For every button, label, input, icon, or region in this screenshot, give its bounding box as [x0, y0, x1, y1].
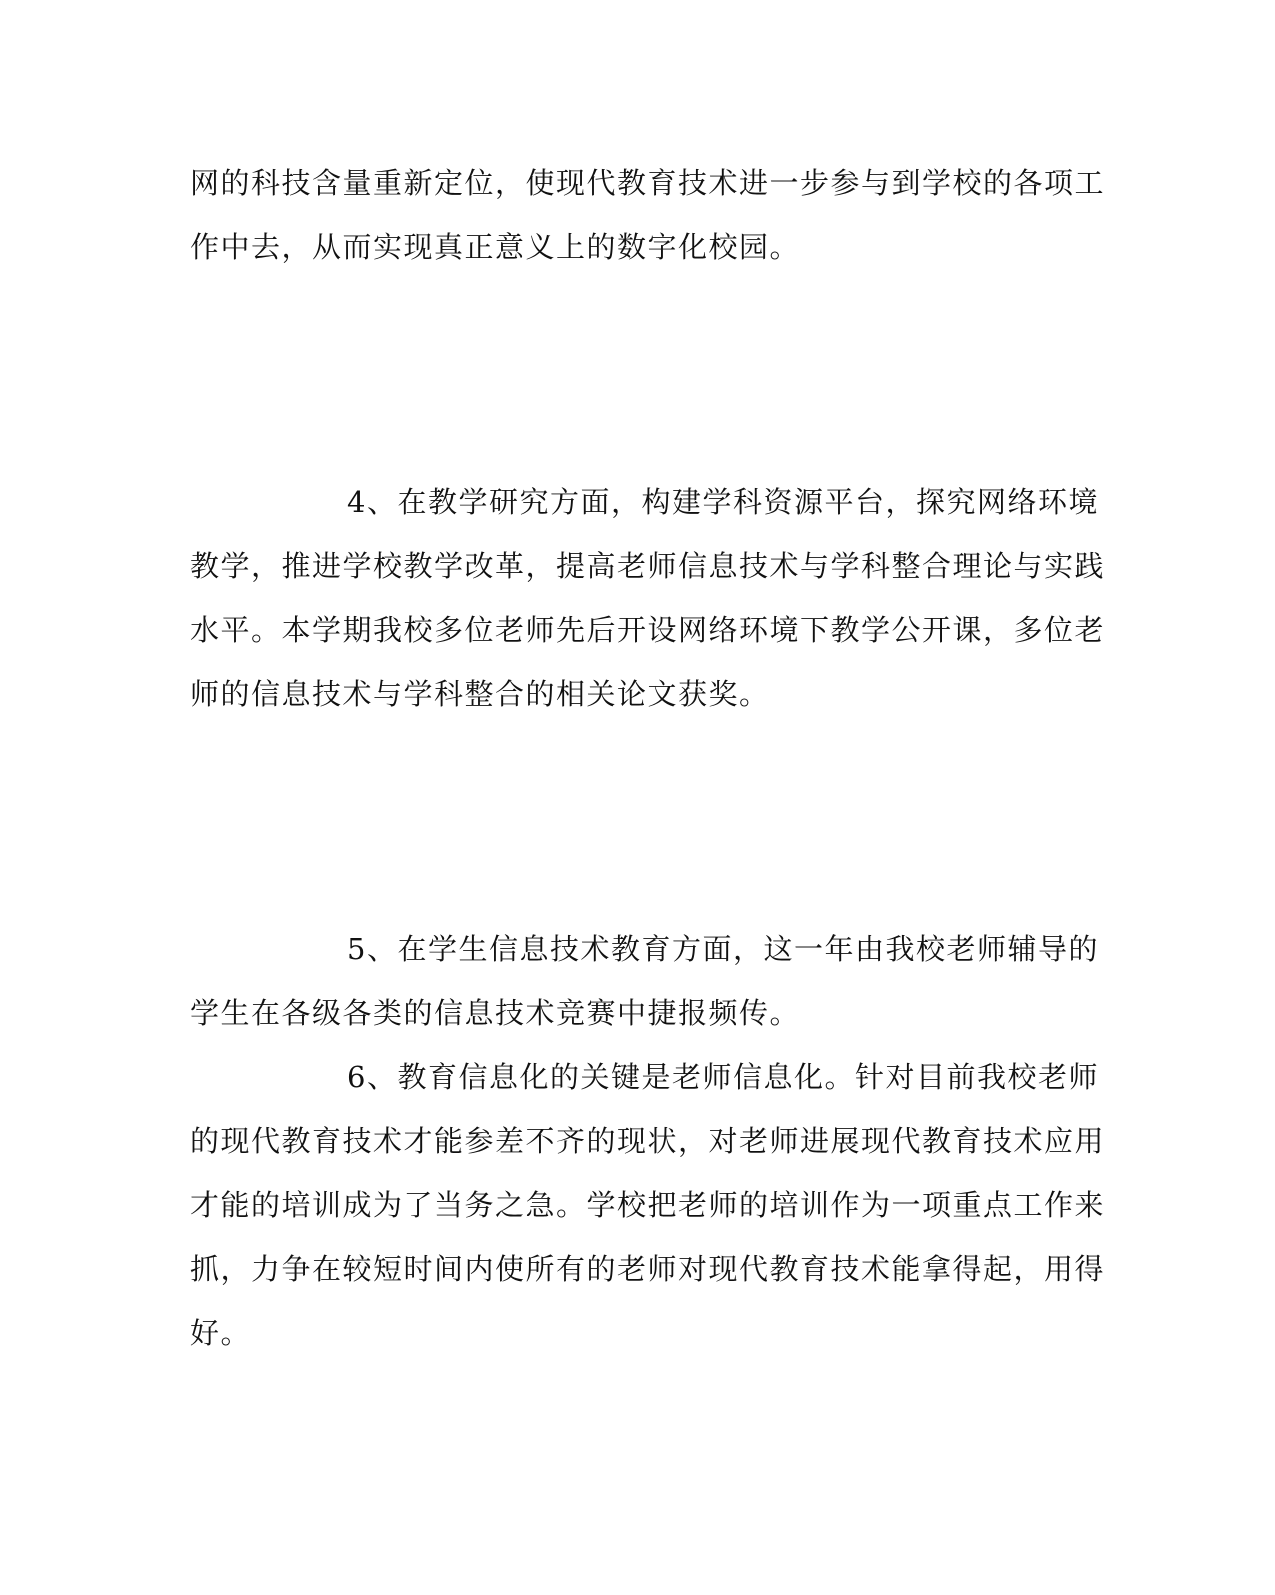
- text-line: 4、在教学研究方面，构建学科资源平台，探究网络环境: [347, 485, 1099, 519]
- text-line: 师的信息技术与学科整合的相关论文获奖。: [190, 677, 770, 711]
- text-line: 好。: [190, 1316, 252, 1350]
- text-line: 才能的培训成为了当务之急。学校把老师的培训作为一项重点工作来: [190, 1188, 1106, 1222]
- text-line: 网的科技含量重新定位，使现代教育技术进一步参与到学校的各项工: [190, 166, 1106, 200]
- text-line: 作中去，从而实现真正意义上的数字化校园。: [190, 230, 801, 264]
- text-line: 水平。本学期我校多位老师先后开设网络环境下教学公开课，多位老: [190, 613, 1106, 647]
- text-line: 学生在各级各类的信息技术竞赛中捷报频传。: [190, 996, 801, 1030]
- text-line: 抓，力争在较短时间内使所有的老师对现代教育技术能拿得起，用得: [190, 1252, 1106, 1286]
- text-line: 教学，推进学校教学改革，提高老师信息技术与学科整合理论与实践: [190, 549, 1106, 583]
- text-line: 6、教育信息化的关键是老师信息化。针对目前我校老师: [347, 1060, 1099, 1094]
- text-line: 的现代教育技术才能参差不齐的现状，对老师进展现代教育技术应用: [190, 1124, 1106, 1158]
- text-line: 5、在学生信息技术教育方面，这一年由我校老师辅导的: [347, 932, 1099, 966]
